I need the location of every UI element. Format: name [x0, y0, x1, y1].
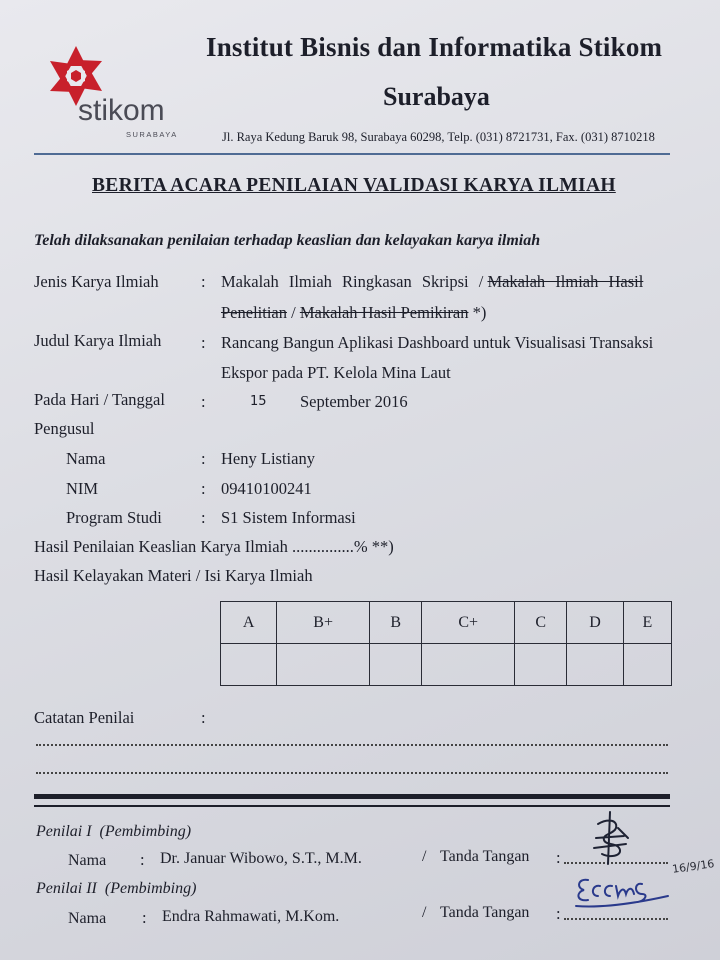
- grade-mark-bplus: [277, 644, 370, 686]
- penilai1-heading: [36, 823, 191, 841]
- penilai2-signature: [572, 866, 672, 910]
- judul-value-line2: Ekspor pada PT. Kelola Mina Laut: [221, 363, 451, 382]
- footer-divider-thin: [34, 805, 670, 807]
- jenis-value-line1: [221, 272, 643, 292]
- colon: :: [556, 904, 561, 923]
- grade-mark-d: [567, 644, 623, 686]
- grade-cell-c: C: [515, 602, 567, 644]
- grade-cell-cplus: C+: [422, 602, 515, 644]
- tanggal-label: Pada Hari / Tanggal: [34, 390, 165, 409]
- kelayakan-label: Hasil Kelayakan Materi / Isi Karya Ilmiah: [34, 566, 313, 585]
- penilai2-nama: Endra Rahmawati, M.Kom.: [162, 908, 340, 925]
- colon: :: [140, 850, 145, 869]
- penilai1-separator: /: [422, 848, 427, 865]
- penilai2-role: (Pembimbing): [104, 880, 197, 897]
- penilai2-signature-line: [564, 918, 668, 920]
- pengusul-label: Pengusul: [34, 419, 95, 438]
- catatan-label: Catatan Penilai: [34, 708, 135, 727]
- grade-cell-a: A: [221, 602, 277, 644]
- penilai2-heading: [36, 880, 196, 898]
- pengusul-nim-label: NIM: [66, 479, 99, 498]
- grade-mark-b: [370, 644, 422, 686]
- grade-mark-row: [221, 644, 672, 686]
- institution-name: Institut Bisnis dan Informatika Stikom: [206, 32, 663, 62]
- pengusul-prodi: S1 Sistem Informasi: [221, 508, 356, 527]
- penilai2-separator: /: [422, 904, 427, 921]
- colon: :: [201, 508, 206, 527]
- stikom-logo: [40, 42, 200, 142]
- colon: :: [201, 708, 206, 727]
- colon: :: [201, 479, 206, 498]
- footer-divider-thick: [34, 794, 670, 799]
- penilai2-ttd-label: Tanda Tangan: [440, 904, 530, 921]
- colon: :: [201, 272, 206, 291]
- jenis-label: Jenis Karya Ilmiah: [34, 272, 159, 291]
- jenis-value-line2: [221, 303, 486, 323]
- grade-table: [220, 601, 672, 686]
- penilai2-label: Penilai II: [36, 880, 97, 897]
- catatan-dotted-line-2: [36, 772, 668, 774]
- document-title: BERITA ACARA PENILAIAN VALIDASI KARYA ILMIAH: [92, 175, 616, 196]
- colon: :: [201, 449, 206, 468]
- jenis-slash: /: [291, 303, 296, 322]
- logo-wordmark: stikom: [78, 94, 165, 127]
- grade-cell-e: E: [623, 602, 671, 644]
- keaslian-label: Hasil Penilaian Keaslian Karya Ilmiah ...............% **): [34, 537, 394, 556]
- grade-header-row: [221, 602, 672, 644]
- penilai1-ttd-label: Tanda Tangan: [440, 848, 530, 865]
- colon: :: [556, 848, 561, 867]
- colon: :: [201, 392, 206, 411]
- penilai1-label: Penilai I: [36, 823, 92, 840]
- penilai1-nama: Dr. Januar Wibowo, S.T., M.M.: [160, 850, 362, 867]
- intro-text: Telah dilaksanakan penilaian terhadap keaslian dan kelayakan karya ilmiah: [34, 232, 541, 249]
- jenis-struck-penelitian: Penelitian: [221, 303, 287, 322]
- jenis-makalah-ringkasan: Makalah Ilmiah Ringkasan Skripsi /: [221, 272, 484, 291]
- judul-value-line1: Rancang Bangun Aplikasi Dashboard untuk Visualisasi Transaksi: [221, 333, 654, 352]
- pengusul-nama-label: Nama: [66, 449, 106, 468]
- grade-cell-d: D: [567, 602, 623, 644]
- colon: :: [201, 333, 206, 352]
- jenis-struck-pemikiran: Makalah Hasil Pemikiran: [299, 303, 469, 322]
- tanggal-month-year: September 2016: [300, 392, 408, 411]
- penilai1-role: (Pembimbing): [99, 823, 192, 840]
- grade-mark-e: [623, 644, 671, 686]
- penilai2-signature-date: 16/9/16: [671, 857, 716, 876]
- institution-address: Jl. Raya Kedung Baruk 98, Surabaya 60298, Telp. (031) 8721731, Fax. (031) 8710218: [222, 130, 655, 144]
- penilai1-signature: [588, 808, 634, 868]
- pengusul-nim: 09410100241: [221, 479, 312, 498]
- grade-cell-bplus: B+: [277, 602, 370, 644]
- header-divider: [34, 153, 670, 155]
- pengusul-prodi-label: Program Studi: [66, 508, 162, 527]
- grade-mark-c: [515, 644, 567, 686]
- grade-mark-cplus: [422, 644, 515, 686]
- tanggal-day-handwritten: 15: [250, 394, 267, 409]
- jenis-footnote-mark: *): [472, 303, 487, 322]
- judul-label: Judul Karya Ilmiah: [34, 331, 162, 350]
- institution-city: Surabaya: [383, 82, 490, 111]
- jenis-struck-hasil: Makalah Ilmiah Hasil: [487, 272, 644, 291]
- colon: :: [142, 908, 147, 927]
- penilai1-nama-label: Nama: [68, 852, 107, 869]
- grade-mark-a: [221, 644, 277, 686]
- catatan-dotted-line-1: [36, 744, 668, 746]
- penilai2-nama-label: Nama: [68, 910, 107, 927]
- grade-cell-b: B: [370, 602, 422, 644]
- logo-subtitle: SURABAYA: [126, 130, 178, 139]
- pengusul-nama: Heny Listiany: [221, 449, 315, 468]
